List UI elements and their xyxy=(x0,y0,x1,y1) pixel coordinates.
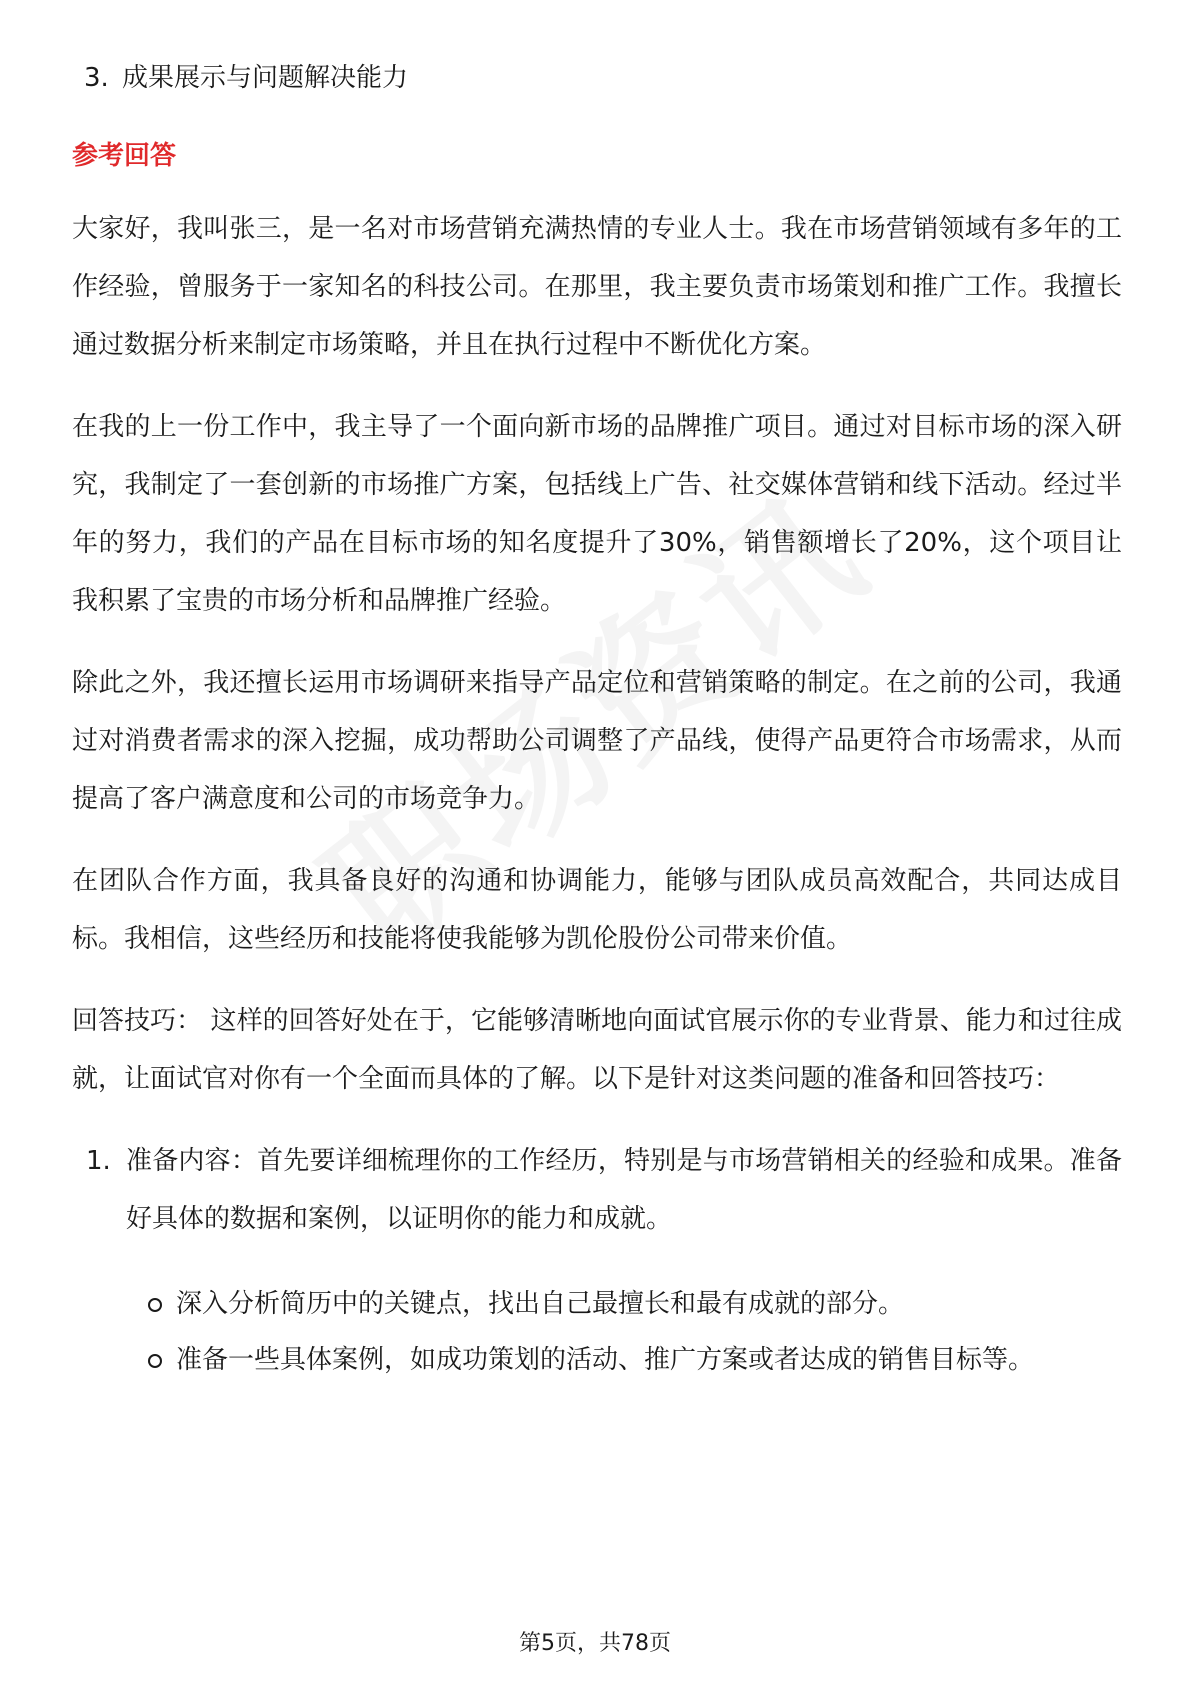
question-heading xyxy=(72,56,1122,100)
sub-list-item xyxy=(72,1276,1122,1332)
page-footer: 第5页，共78页 xyxy=(519,1631,671,1656)
answer-paragraph-1: 大家好，我叫张三，是一名对市场营销充满热情的专业人士。我在市场营销领域有多年的工作经验，曾服务于一家知名的科技公司。在那里，我主要负责市场策划和推广工作。我擅长通过数据分析来制定市场策略，并且在执行过程中不断优化方案。 xyxy=(72,214,1122,360)
reference-answer-title: 参考回答 xyxy=(72,141,177,171)
sub-list-item-text: 深入分析简历中的关键点，找出自己最擅长和最有成就的部分。 xyxy=(176,1289,905,1319)
question-number: 3. xyxy=(84,63,109,93)
question-heading-text: 成果展示与问题解决能力 xyxy=(122,63,409,93)
tip-list-text: 准备内容：首先要详细梳理你的工作经历，特别是与市场营销相关的经验和成果。准备好具体的数据和案例，以证明你的能力和成就。 xyxy=(126,1146,1122,1234)
answer-paragraph-3: 除此之外，我还擅长运用市场调研来指导产品定位和营销策略的制定。在之前的公司，我通过对消费者需求的深入挖掘，成功帮助公司调整了产品线，使得产品更符合市场需求，从而提高了客户满意度和公司的市场竞争力。 xyxy=(72,668,1122,814)
sub-list-item xyxy=(72,1332,1122,1388)
hollow-bullet-icon xyxy=(148,1354,162,1368)
tip-list-item-1 xyxy=(72,1132,1122,1248)
answer-paragraph-4: 在团队合作方面，我具备良好的沟通和协调能力，能够与团队成员高效配合，共同达成目标。我相信，这些经历和技能将使我能够为凯伦股份公司带来价值。 xyxy=(72,866,1122,954)
hollow-bullet-icon xyxy=(148,1298,162,1312)
answer-tips-paragraph: 回答技巧： 这样的回答好处在于，它能够清晰地向面试官展示你的专业背景、能力和过往成就，让面试官对你有一个全面而具体的了解。以下是针对这类问题的准备和回答技巧： xyxy=(72,1006,1122,1094)
sub-list xyxy=(72,1276,1122,1388)
page-content xyxy=(72,56,1122,1388)
answer-paragraph-2: 在我的上一份工作中，我主导了一个面向新市场的品牌推广项目。通过对目标市场的深入研究，我制定了一套创新的市场推广方案，包括线上广告、社交媒体营销和线下活动。经过半年的努力，我们的产品在目标市场的知名度提升了30%，销售额增长了20%，这个项目让我积累了宝贵的市场分析和品牌推广经验。 xyxy=(72,412,1122,616)
sub-list-item-text: 准备一些具体案例，如成功策划的活动、推广方案或者达成的销售目标等。 xyxy=(176,1345,1035,1375)
tip-list-number: 1. xyxy=(86,1146,111,1176)
